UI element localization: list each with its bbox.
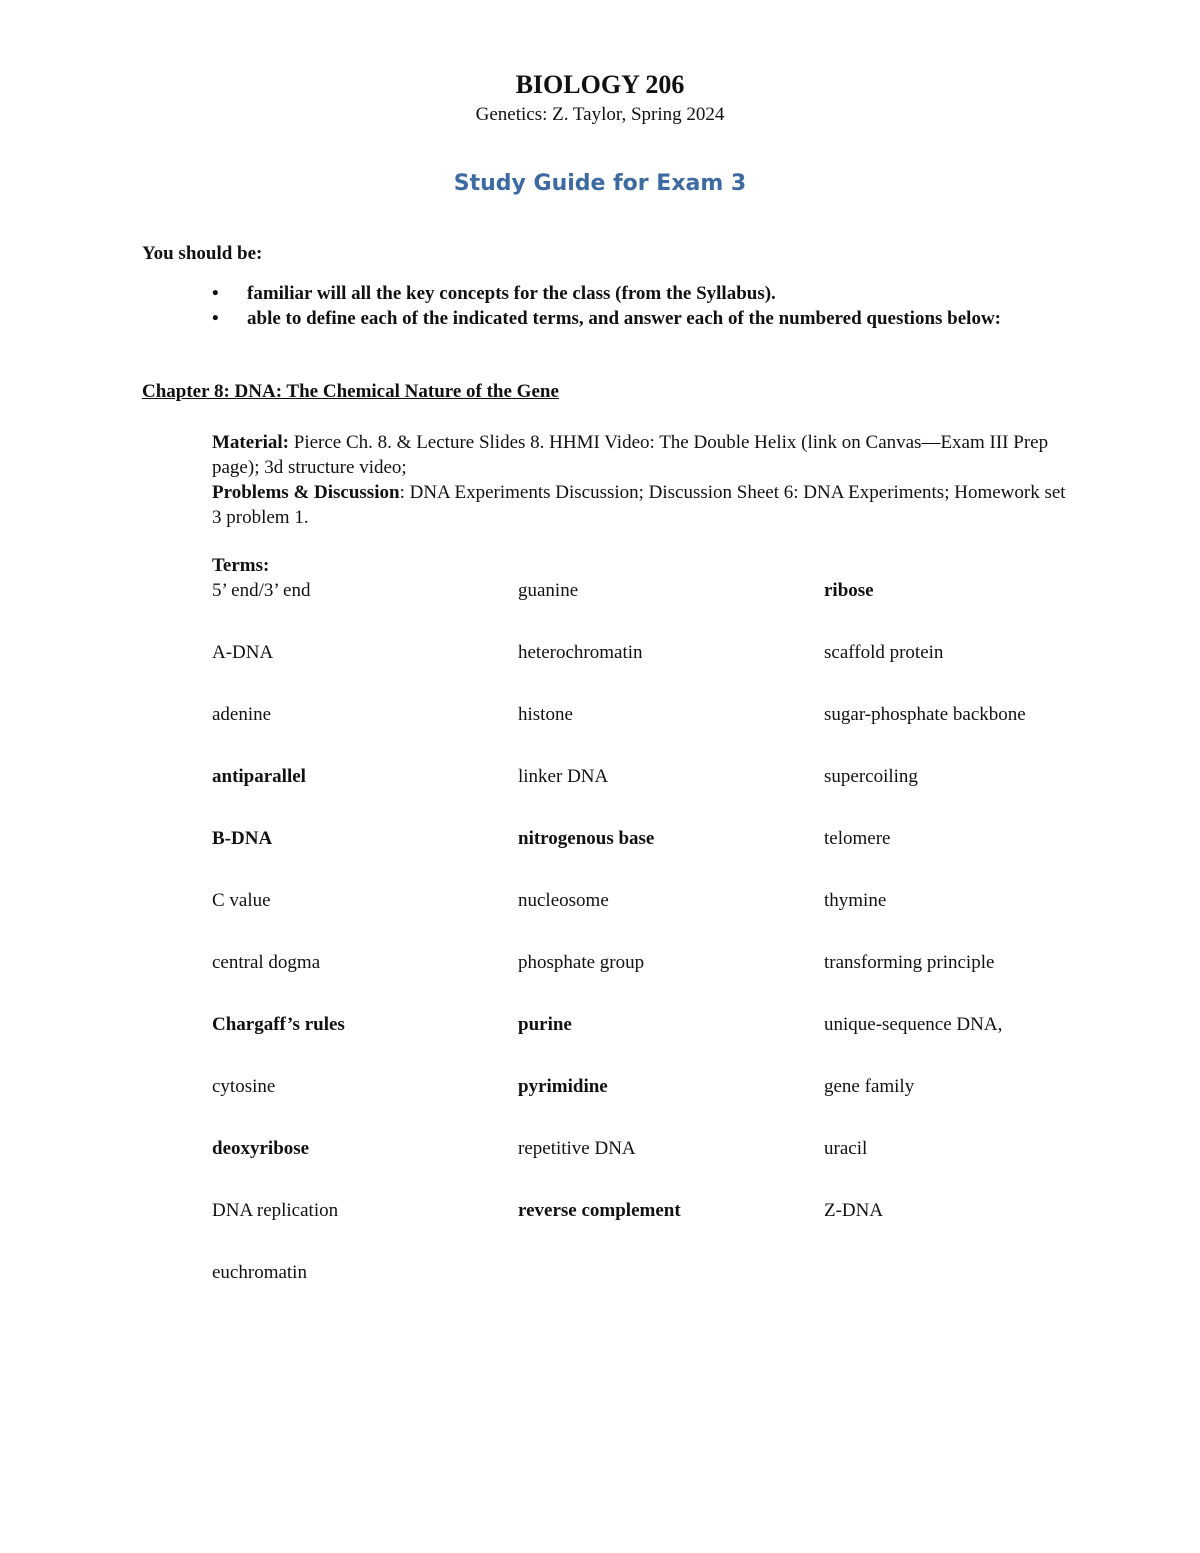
term-item: adenine (212, 704, 272, 725)
term-item: telomere (824, 828, 891, 849)
term-item: deoxyribose (212, 1138, 310, 1159)
terms-label: Terms: (212, 555, 270, 576)
bullet-text: able to define each of the indicated terms, and answer each of the numbered questions below: (247, 308, 1001, 329)
guide-title: Study Guide for Exam 3 (453, 171, 747, 196)
term-item: Chargaff’s rules (212, 1014, 345, 1035)
term-item: euchromatin (212, 1262, 307, 1283)
term-item: pyrimidine (518, 1076, 608, 1097)
term-item: linker DNA (518, 766, 609, 787)
term-item: ribose (824, 580, 874, 601)
term-item: purine (518, 1014, 572, 1035)
bullet-icon: • (212, 308, 219, 329)
term-item: antiparallel (212, 766, 306, 787)
term-item: supercoiling (824, 766, 918, 787)
bullet-icon: • (212, 283, 219, 304)
expectations-list (142, 281, 1072, 331)
term-item: DNA replication (212, 1200, 339, 1221)
term-item: sugar-phosphate backbone (824, 704, 1026, 725)
term-item: heterochromatin (518, 642, 643, 663)
list-item (142, 281, 1072, 306)
term-item: reverse complement (518, 1200, 681, 1221)
material-text: Pierce Ch. 8. & Lecture Slides 8. HHMI Video: The Double Helix (link on Canvas—Exam III Prep page); 3d structure video; (212, 432, 1049, 478)
term-item: nucleosome (518, 890, 609, 911)
term-item: Z-DNA (824, 1200, 884, 1221)
chapter-heading: Chapter 8: DNA: The Chemical Nature of the Gene (142, 381, 559, 402)
problems-text: : DNA Experiments Discussion; Discussion Sheet 6: DNA Experiments; Homework set 3 problem 1. (212, 482, 1066, 528)
term-item: nitrogenous base (518, 828, 655, 849)
term-item: cytosine (212, 1076, 276, 1097)
term-item: scaffold protein (824, 642, 944, 663)
term-item: transforming principle (824, 952, 995, 973)
term-item: thymine (824, 890, 887, 911)
term-item: unique-sequence DNA, (824, 1014, 1003, 1035)
term-item: 5’ end/3’ end (212, 580, 311, 601)
bullet-text: familiar will all the key concepts for the class (from the Syllabus). (247, 283, 776, 304)
term-item: central dogma (212, 952, 321, 973)
term-item: phosphate group (518, 952, 645, 973)
term-item: gene family (824, 1076, 915, 1097)
term-item: guanine (518, 580, 579, 601)
term-item: repetitive DNA (518, 1138, 636, 1159)
course-title: BIOLOGY 206 (515, 70, 685, 99)
term-item: A-DNA (212, 642, 274, 663)
term-item: C value (212, 890, 271, 911)
material-paragraph (212, 430, 1072, 480)
term-item: B-DNA (212, 828, 273, 849)
list-item (142, 306, 1072, 331)
problems-label: Problems & Discussion (212, 482, 400, 503)
material-label: Material: (212, 432, 290, 453)
problems-paragraph (212, 480, 1072, 530)
term-item: histone (518, 704, 573, 725)
course-subtitle: Genetics: Z. Taylor, Spring 2024 (475, 104, 725, 125)
material-block (212, 430, 1072, 530)
term-item: uracil (824, 1138, 868, 1159)
intro-text: You should be: (142, 243, 263, 264)
